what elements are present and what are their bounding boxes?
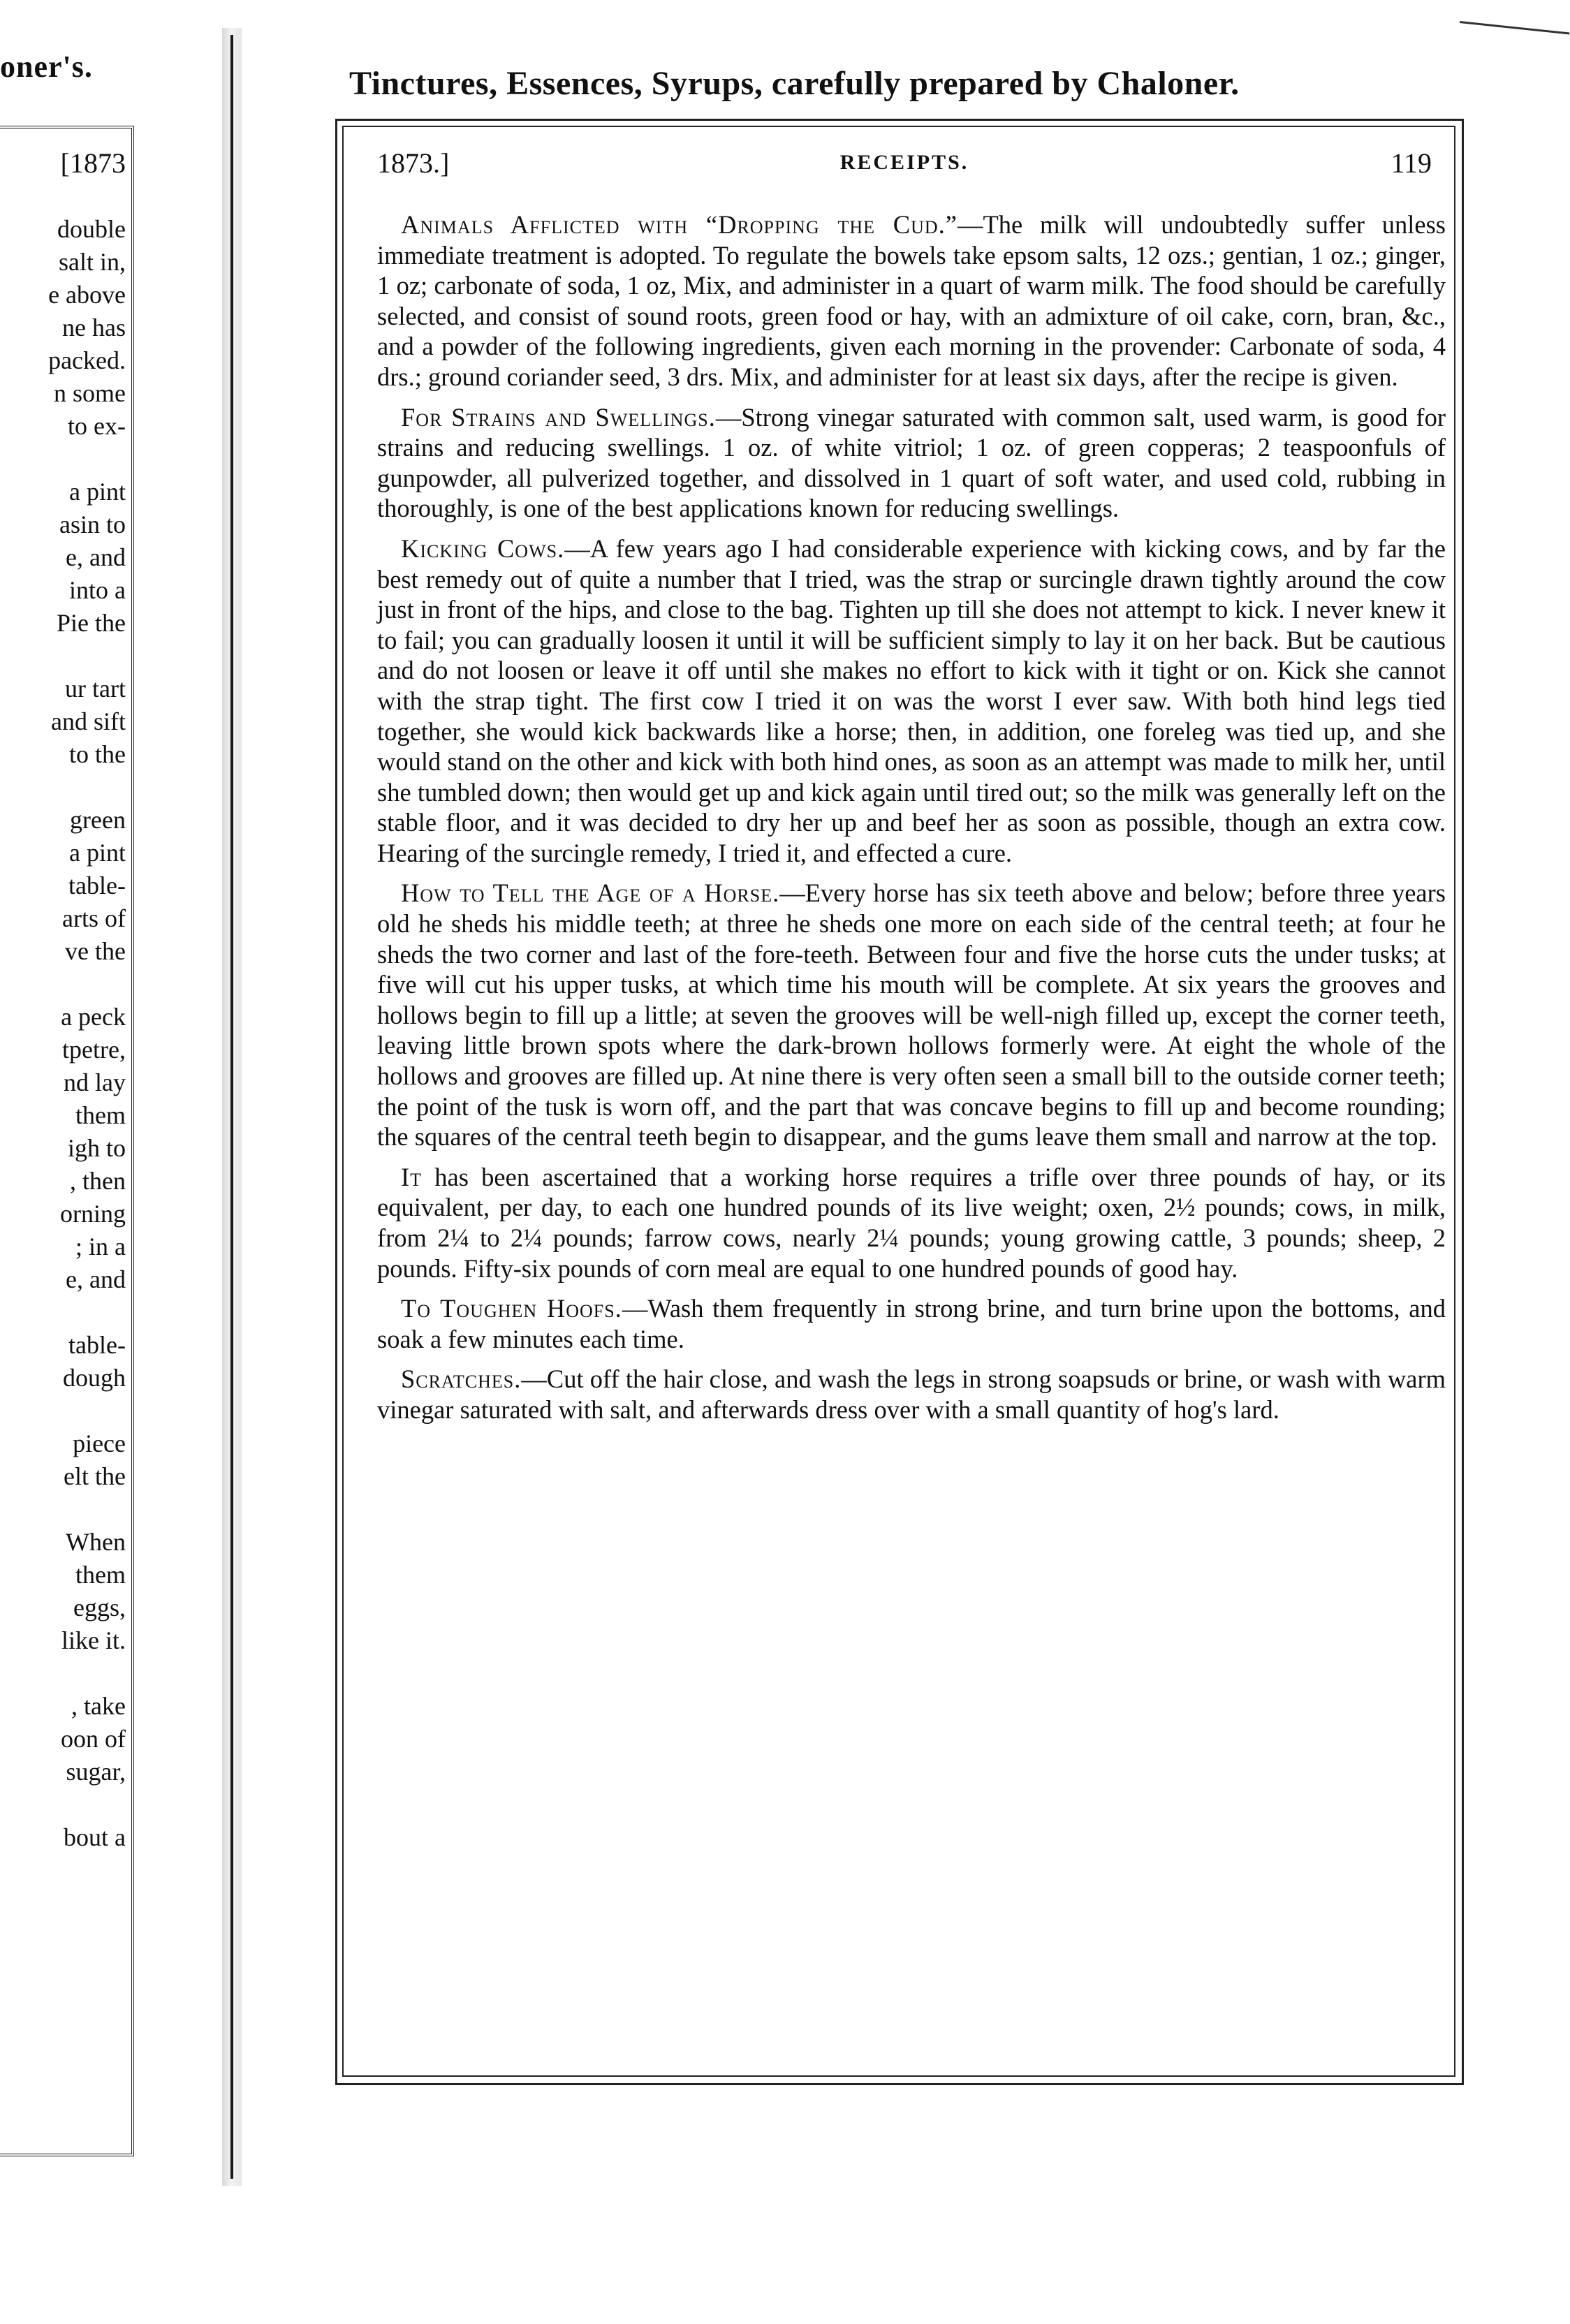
- left-page-line: When: [66, 1528, 126, 1556]
- left-page-line: salt in,: [59, 248, 126, 276]
- receipt-heading: Scratches.: [401, 1365, 522, 1394]
- receipt-text: Cut off the hair close, and wash the legs in strong soapsuds or brine, or wash with warm vinegar saturated with salt, and afterwards dress over with a small quantity of hog's lard.: [377, 1365, 1446, 1424]
- left-page-line: them: [75, 1101, 126, 1129]
- left-page-line: nd lay: [64, 1068, 126, 1096]
- receipt-heading: How to Tell the Age of a Horse.: [401, 878, 780, 908]
- left-page-line: sugar,: [66, 1758, 126, 1786]
- left-page-year: [1873: [60, 147, 126, 179]
- left-page-fragment: [0, 42, 217, 2165]
- receipt-text: A few years ago I had considerable experience with kicking cows, and by far the best remedy out of quite a number that I tried, was the strap or surcingle drawn tightly around the cow just in front of the hips, and close to the bag. Tighten up till she does not attempt to kick. I never knew it to fail; you can gradually loosen it until it will be sufficient simply to lay it on her back. But be cautious and do not loosen or leave it off until she makes no effort to kick with it tight or on. Kick she cannot with the strap tight. The first cow I tried it on was the worst I ever saw. With both hind legs tied together, she would kick backwards like a horse; then, in addition, one foreleg was tied up, and she would stand on the other and kick with both hind ones, as soon as an attempt was made to milk her, until she tumbled down; then would get up and kick again until tired out; so the milk was generally left on the stable floor, and it was decided to dry her up and beef her as soon as possible, though an extra cow. Hearing of the surcingle remedy, I tried it, and effected a cure.: [377, 534, 1446, 867]
- left-page-line: [0, 1395, 126, 1427]
- receipt-text: Every horse has six teeth above and below; before three years old he sheds his middle teeth; at three he sheds one more on each side of the central teeth; at four he sheds the two corner and last of the fore-teeth. Between four and five the horse cuts the under tusks; at five will cut his upper tusks, at which time his mouth will be complete. At six years the grooves and hollows begin to fill up a little; at seven the grooves will be well-nigh filled up, except the corner teeth, leaving little brown spots where the dark-brown hollows formerly were. At eight the whole of the hollows and grooves are filled up. At nine there is very often seen a small bill to the outside corner teeth; the point of the tusk is worn off, and the part that was concave begins to fill up and become rounding; the squares of the central teeth begin to disappear, and the gums leave them small and narrow at the top.: [377, 878, 1446, 1152]
- left-page-line: asin to: [59, 510, 126, 538]
- receipt-heading: For Strains and Swellings.: [401, 402, 716, 432]
- receipt-kicking-cows: Kicking Cows.—A few years ago I had considerable experience with kicking cows, and by far the best remedy out of quite a number that I tried, was the strap or surcingle drawn tightly around the cow just in front of the hips, and close to the bag. Tighten up till she does not attempt to kick. I never knew it to fail; you can gradually loosen it until it will be sufficient simply to lay it on her back. But be cautious and do not loosen or leave it off until she makes no effort to kick with it tight or on. Kick she cannot with the strap tight. The first cow I tried it on was the worst I ever saw. With both hind legs tied together, she would kick backwards like a horse; then, in addition, one foreleg was tied up, and she would stand on the other and kick with both hind ones, as soon as an attempt was made to milk her, until she tumbled down; then would get up and kick again until tired out; so the milk was generally left on the stable floor, and it was decided to dry her up and beef her as soon as possible, though an extra cow. Hearing of the surcingle remedy, I tried it, and effected a cure.: [377, 534, 1446, 867]
- running-head: Tinctures, Essences, Syrups, carefully prepared by Chaloner.: [349, 65, 1240, 102]
- left-page-line: dough: [63, 1364, 126, 1392]
- left-page-line: [0, 771, 126, 804]
- left-page-line: tpetre,: [62, 1036, 126, 1064]
- left-page-line: them: [75, 1561, 126, 1589]
- left-running-head: oner's.: [0, 50, 93, 84]
- left-page-line: e above: [48, 281, 126, 309]
- receipt-heading: It: [401, 1162, 423, 1191]
- corner-fold: [1460, 0, 1570, 34]
- left-page-line: e, and: [66, 543, 126, 571]
- left-page-line: a pint: [69, 839, 126, 867]
- receipt-heading: Kicking Cows.: [401, 534, 565, 563]
- left-page-line: [0, 640, 126, 672]
- left-page-line: [0, 1788, 126, 1821]
- left-page-lines: [0, 213, 126, 1854]
- left-page-line: ; in a: [75, 1233, 126, 1260]
- left-page-line: [0, 443, 126, 476]
- left-page-line: ne has: [62, 314, 126, 341]
- receipt-text: Wash them frequently in strong brine, and turn brine upon the bottoms, and soak a few minutes each time.: [377, 1294, 1446, 1353]
- left-page-line: Pie the: [57, 609, 126, 637]
- section-title: RECEIPTS.: [839, 151, 969, 174]
- page-header: [377, 147, 1432, 189]
- left-page-line: double: [57, 215, 126, 243]
- receipt-heading: Animals Afflicted with “Dropping the Cud.”: [401, 210, 958, 239]
- left-page-line: into a: [69, 576, 126, 604]
- left-page-line: , then: [70, 1167, 126, 1195]
- left-page-line: oon of: [61, 1725, 126, 1753]
- left-page-line: , take: [71, 1692, 126, 1720]
- left-page-line: a pint: [69, 478, 126, 506]
- left-page-line: n some: [54, 379, 126, 407]
- left-page-line: igh to: [67, 1134, 126, 1162]
- left-page-line: table-: [68, 872, 126, 899]
- left-page-line: arts of: [62, 904, 126, 932]
- left-page-line: eggs,: [73, 1594, 126, 1621]
- left-page-line: piece: [73, 1429, 126, 1457]
- left-page-line: orning: [60, 1200, 126, 1228]
- receipt-age-of-horse: How to Tell the Age of a Horse.—Every horse has six teeth above and below; before three years old he sheds his middle teeth; at three he sheds one more on each side of the central teeth; at four he sheds the two corner and last of the fore-teeth. Between four and five the horse cuts the under tusks; at five will cut his upper tusks, at which time his mouth will be complete. At six years the grooves and hollows begin to fill up a little; at seven the grooves will be well-nigh filled up, except the corner teeth, leaving little brown spots where the dark-brown hollows formerly were. At eight the whole of the hollows and grooves are filled up. At nine there is very often seen a small bill to the outside corner teeth; the point of the tusk is worn off, and the part that was concave begins to fill up and become rounding; the squares of the central teeth begin to disappear, and the gums leave them small and narrow at the top.: [377, 878, 1446, 1152]
- receipt-dropping-the-cud: Animals Afflicted with “Dropping the Cud.”—The milk will undoubtedly suffer unless immediate treatment is adopted. To regulate the bowels take epsom salts, 12 ozs.; gentian, 1 oz.; ginger, 1 oz; carbonate of soda, 1 oz, Mix, and administer in a quart of warm milk. The food should be carefully selected, and consist of sound roots, green food or hay, with an admixture of oil cake, corn, bran, &c., and a powder of the following ingredients, given each morning in the provender: Carbonate of soda, 4 drs.; ground coriander seed, 3 drs. Mix, and administer for at least six days, after the recipe is given.: [377, 210, 1446, 391]
- receipt-working-horse-hay: [377, 1162, 1446, 1284]
- spine-shadow: [230, 35, 233, 2179]
- left-page-line: e, and: [66, 1265, 126, 1293]
- page-number: 119: [1391, 147, 1432, 179]
- left-page-line: ur tart: [65, 675, 126, 703]
- left-page-line: table-: [68, 1331, 126, 1359]
- left-page-line: green: [70, 806, 126, 834]
- receipts-body: [377, 209, 1446, 1435]
- left-page-line: [0, 968, 126, 1001]
- left-page-line: to the: [69, 740, 126, 768]
- left-page-line: [0, 1493, 126, 1526]
- receipt-scratches: Scratches.—Cut off the hair close, and wash the legs in strong soapsuds or brine, or wash with warm vinegar saturated with salt, and afterwards dress over with a small quantity of hog's lard.: [377, 1365, 1446, 1424]
- receipt-text: The milk will undoubtedly suffer unless immediate treatment is adopted. To regulate the bowels take epsom salts, 12 ozs.; gentian, 1 oz.; ginger, 1 oz; carbonate of soda, 1 oz, Mix, and administer in a quart of warm milk. The food should be carefully selected, and consist of sound roots, green food or hay, with an admixture of oil cake, corn, bran, &c., and a powder of the following ingredients, given each morning in the provender: Carbonate of soda, 4 drs.; ground coriander seed, 3 drs. Mix, and administer for at least six days, after the recipe is given.: [377, 210, 1446, 391]
- left-page-line: [0, 1657, 126, 1690]
- receipt-heading: To Toughen Hoofs.: [401, 1294, 622, 1323]
- receipt-strains-and-swellings: For Strains and Swellings.—Strong vinegar saturated with common salt, used warm, is good for strains and reducing swellings. 1 oz. of white vitriol; 1 oz. of green copperas; 2 teaspoonfuls of gunpowder, all pulverized together, and dissolved in 1 quart of soft water, and used cold, rubbing in thoroughly, is one of the best applications known for reducing swellings.: [377, 402, 1446, 523]
- left-page-line: packed.: [48, 346, 126, 374]
- receipt-text: Strong vinegar saturated with common salt, used warm, is good for strains and reducing swellings. 1 oz. of white vitriol; 1 oz. of green copperas; 2 teaspoonfuls of gunpowder, all pulverized together, and dissolved in 1 quart of soft water, and used cold, rubbing in thoroughly, is one of the best applications known for reducing swellings.: [377, 402, 1446, 523]
- receipt-text: has been ascertained that a working horse requires a trifle over three pounds of hay, or its equivalent, per day, to each one hundred pounds of its live weight; oxen, 2½ pounds; cows, in milk, from 2¼ to 2¼ pounds; farrow cows, nearly 2¼ pounds; young growing cattle, 3 pounds; sheep, 2 pounds. Fifty-six pounds of corn meal are equal to one hundred pounds of good hay.: [377, 1162, 1446, 1283]
- left-page-line: [0, 1296, 126, 1329]
- receipt-toughen-hoofs: To Toughen Hoofs.—Wash them frequently in strong brine, and turn brine upon the bottoms, and soak a few minutes each time.: [377, 1294, 1446, 1353]
- left-page-line: elt the: [64, 1462, 126, 1490]
- left-page-line: to ex-: [68, 412, 126, 440]
- left-page-line: a peck: [61, 1003, 126, 1031]
- left-page-line: bout a: [64, 1823, 126, 1851]
- left-page-line: like it.: [61, 1626, 126, 1654]
- header-year: 1873.]: [377, 147, 450, 179]
- left-page-line: and sift: [51, 707, 126, 735]
- left-page-line: ve the: [65, 937, 126, 965]
